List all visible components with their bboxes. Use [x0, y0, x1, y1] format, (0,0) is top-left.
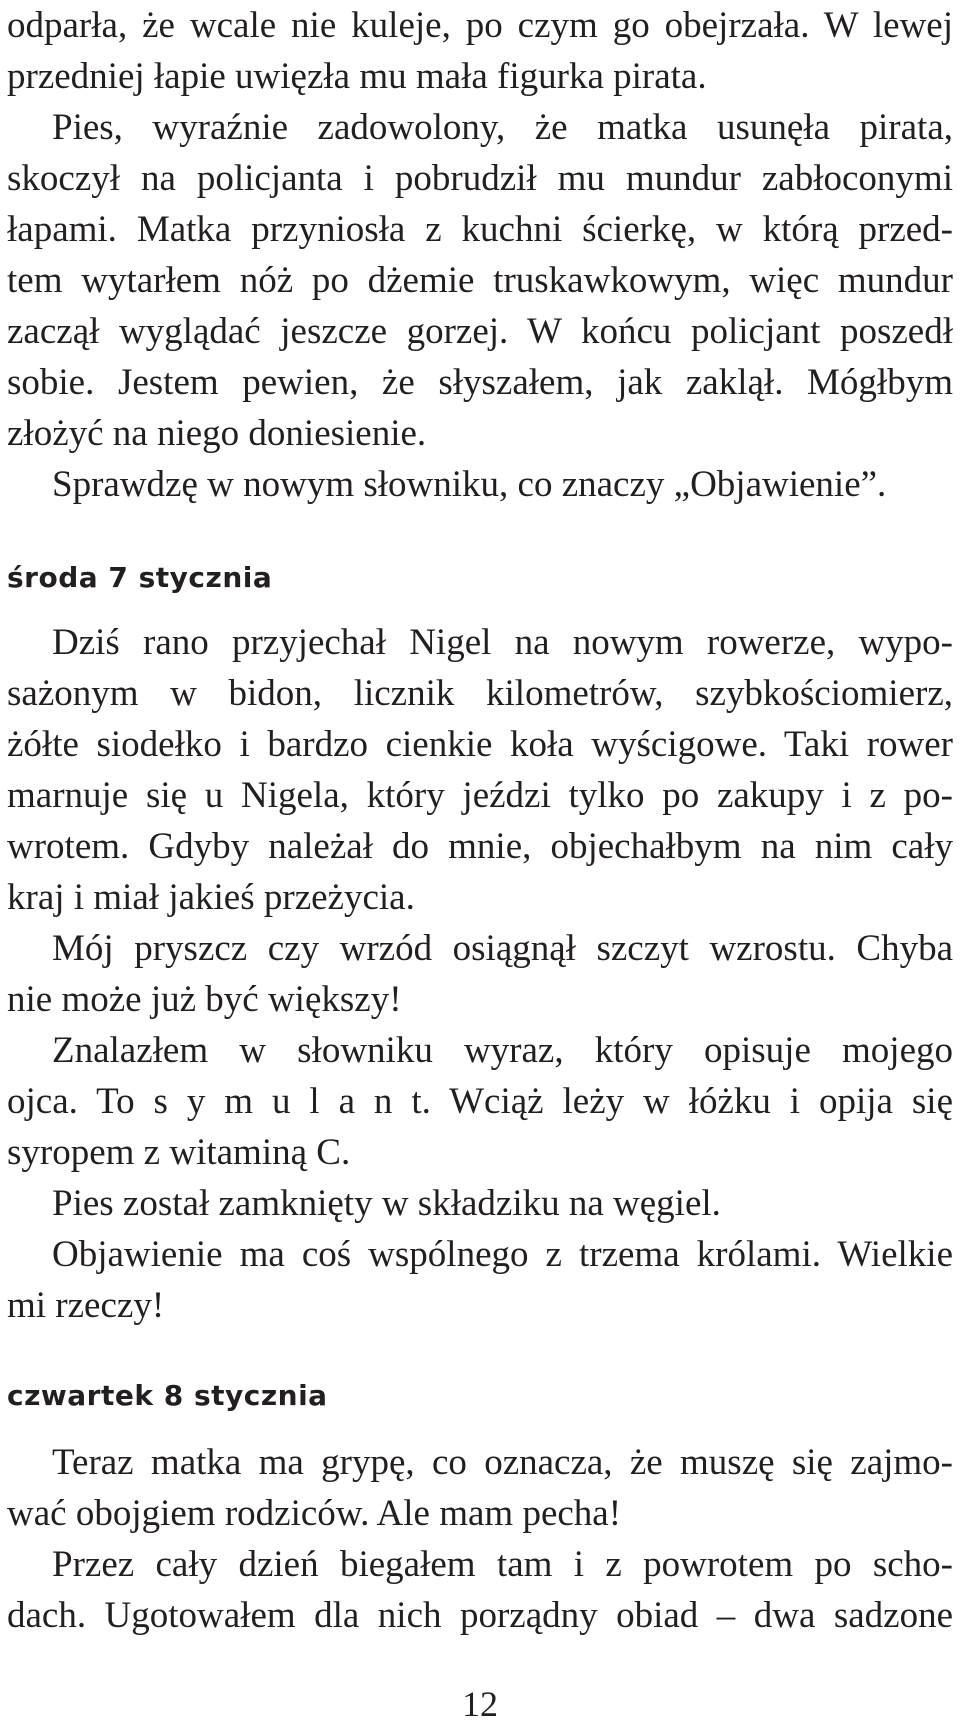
- text-line: Teraz matka ma grypę, co oznacza, że muszę się zajmo-: [52, 1442, 953, 1483]
- text-block-top: [7, 0, 953, 510]
- text-line: Pies, wyraźnie zadowolony, że matka usunęła pirata,: [52, 107, 953, 148]
- text-line: łapami. Matka przyniosła z kuchni ścierkę, w którą przed-: [7, 209, 953, 250]
- text-line: zaczął wyglądać jeszcze gorzej. W końcu policjant poszedł: [7, 311, 953, 352]
- text-line: Dziś rano przyjechał Nigel na nowym rowerze, wypo-: [52, 622, 953, 663]
- text-line: odparła, że wcale nie kuleje, po czym go obejrzała. W lewej: [7, 5, 953, 46]
- text-line: złożyć na niego doniesienie.: [7, 413, 427, 454]
- text-line: Znalazłem w słowniku wyraz, który opisuje mojego: [52, 1030, 953, 1071]
- text-line: żółte siodełko i bardzo cienkie koła wyścigowe. Taki rower: [7, 724, 953, 765]
- text-line: tem wytarłem nóż po dżemie truskawkowym, więc mundur: [7, 260, 953, 301]
- text-line: wrotem. Gdyby należał do mnie, objechałbym na nim cały: [7, 826, 953, 867]
- text-line: sażonym w bidon, licznik kilometrów, szybkościomierz,: [7, 673, 953, 714]
- diary-date-heading: środa 7 stycznia: [7, 561, 273, 594]
- text-line: Objawienie ma coś wspólnego z trzema królami. Wielkie: [52, 1234, 953, 1275]
- text-line: Przez cały dzień biegałem tam i z powrotem po scho-: [52, 1544, 953, 1585]
- text-line: Sprawdzę w nowym słowniku, co znaczy „Objawienie”.: [52, 464, 887, 505]
- text-line: skoczył na policjanta i pobrudził mu mundur zabłoconymi: [7, 158, 953, 199]
- text-line: ojca. To s y m u l a n t. Wciąż leży w łóżku i opija się: [7, 1081, 953, 1122]
- text-block-middle: [7, 617, 953, 1331]
- text-line: syropem z witaminą C.: [7, 1132, 351, 1173]
- diary-date-heading: czwartek 8 stycznia: [7, 1379, 328, 1412]
- text-line: dach. Ugotowałem dla nich porządny obiad – dwa sadzone: [7, 1595, 953, 1636]
- text-line: Pies został zamknięty w składziku na węgiel.: [52, 1183, 721, 1224]
- text-line: sobie. Jestem pewien, że słyszałem, jak zaklął. Mógłbym: [7, 362, 953, 403]
- text-line: przedniej łapie uwięzła mu mała figurka pirata.: [7, 56, 707, 97]
- text-line: wać obojgiem rodziców. Ale mam pecha!: [7, 1493, 622, 1534]
- text-line: mi rzeczy!: [7, 1285, 165, 1326]
- text-line: marnuje się u Nigela, który jeździ tylko po zakupy i z po-: [7, 775, 953, 816]
- text-line: Mój pryszcz czy wrzód osiągnął szczyt wzrostu. Chyba: [52, 928, 953, 969]
- page-number: 12: [462, 1684, 498, 1724]
- text-line: kraj i miał jakieś przeżycia.: [7, 877, 415, 918]
- text-block-bottom: [7, 1437, 953, 1641]
- text-line: nie może już być większy!: [7, 979, 402, 1020]
